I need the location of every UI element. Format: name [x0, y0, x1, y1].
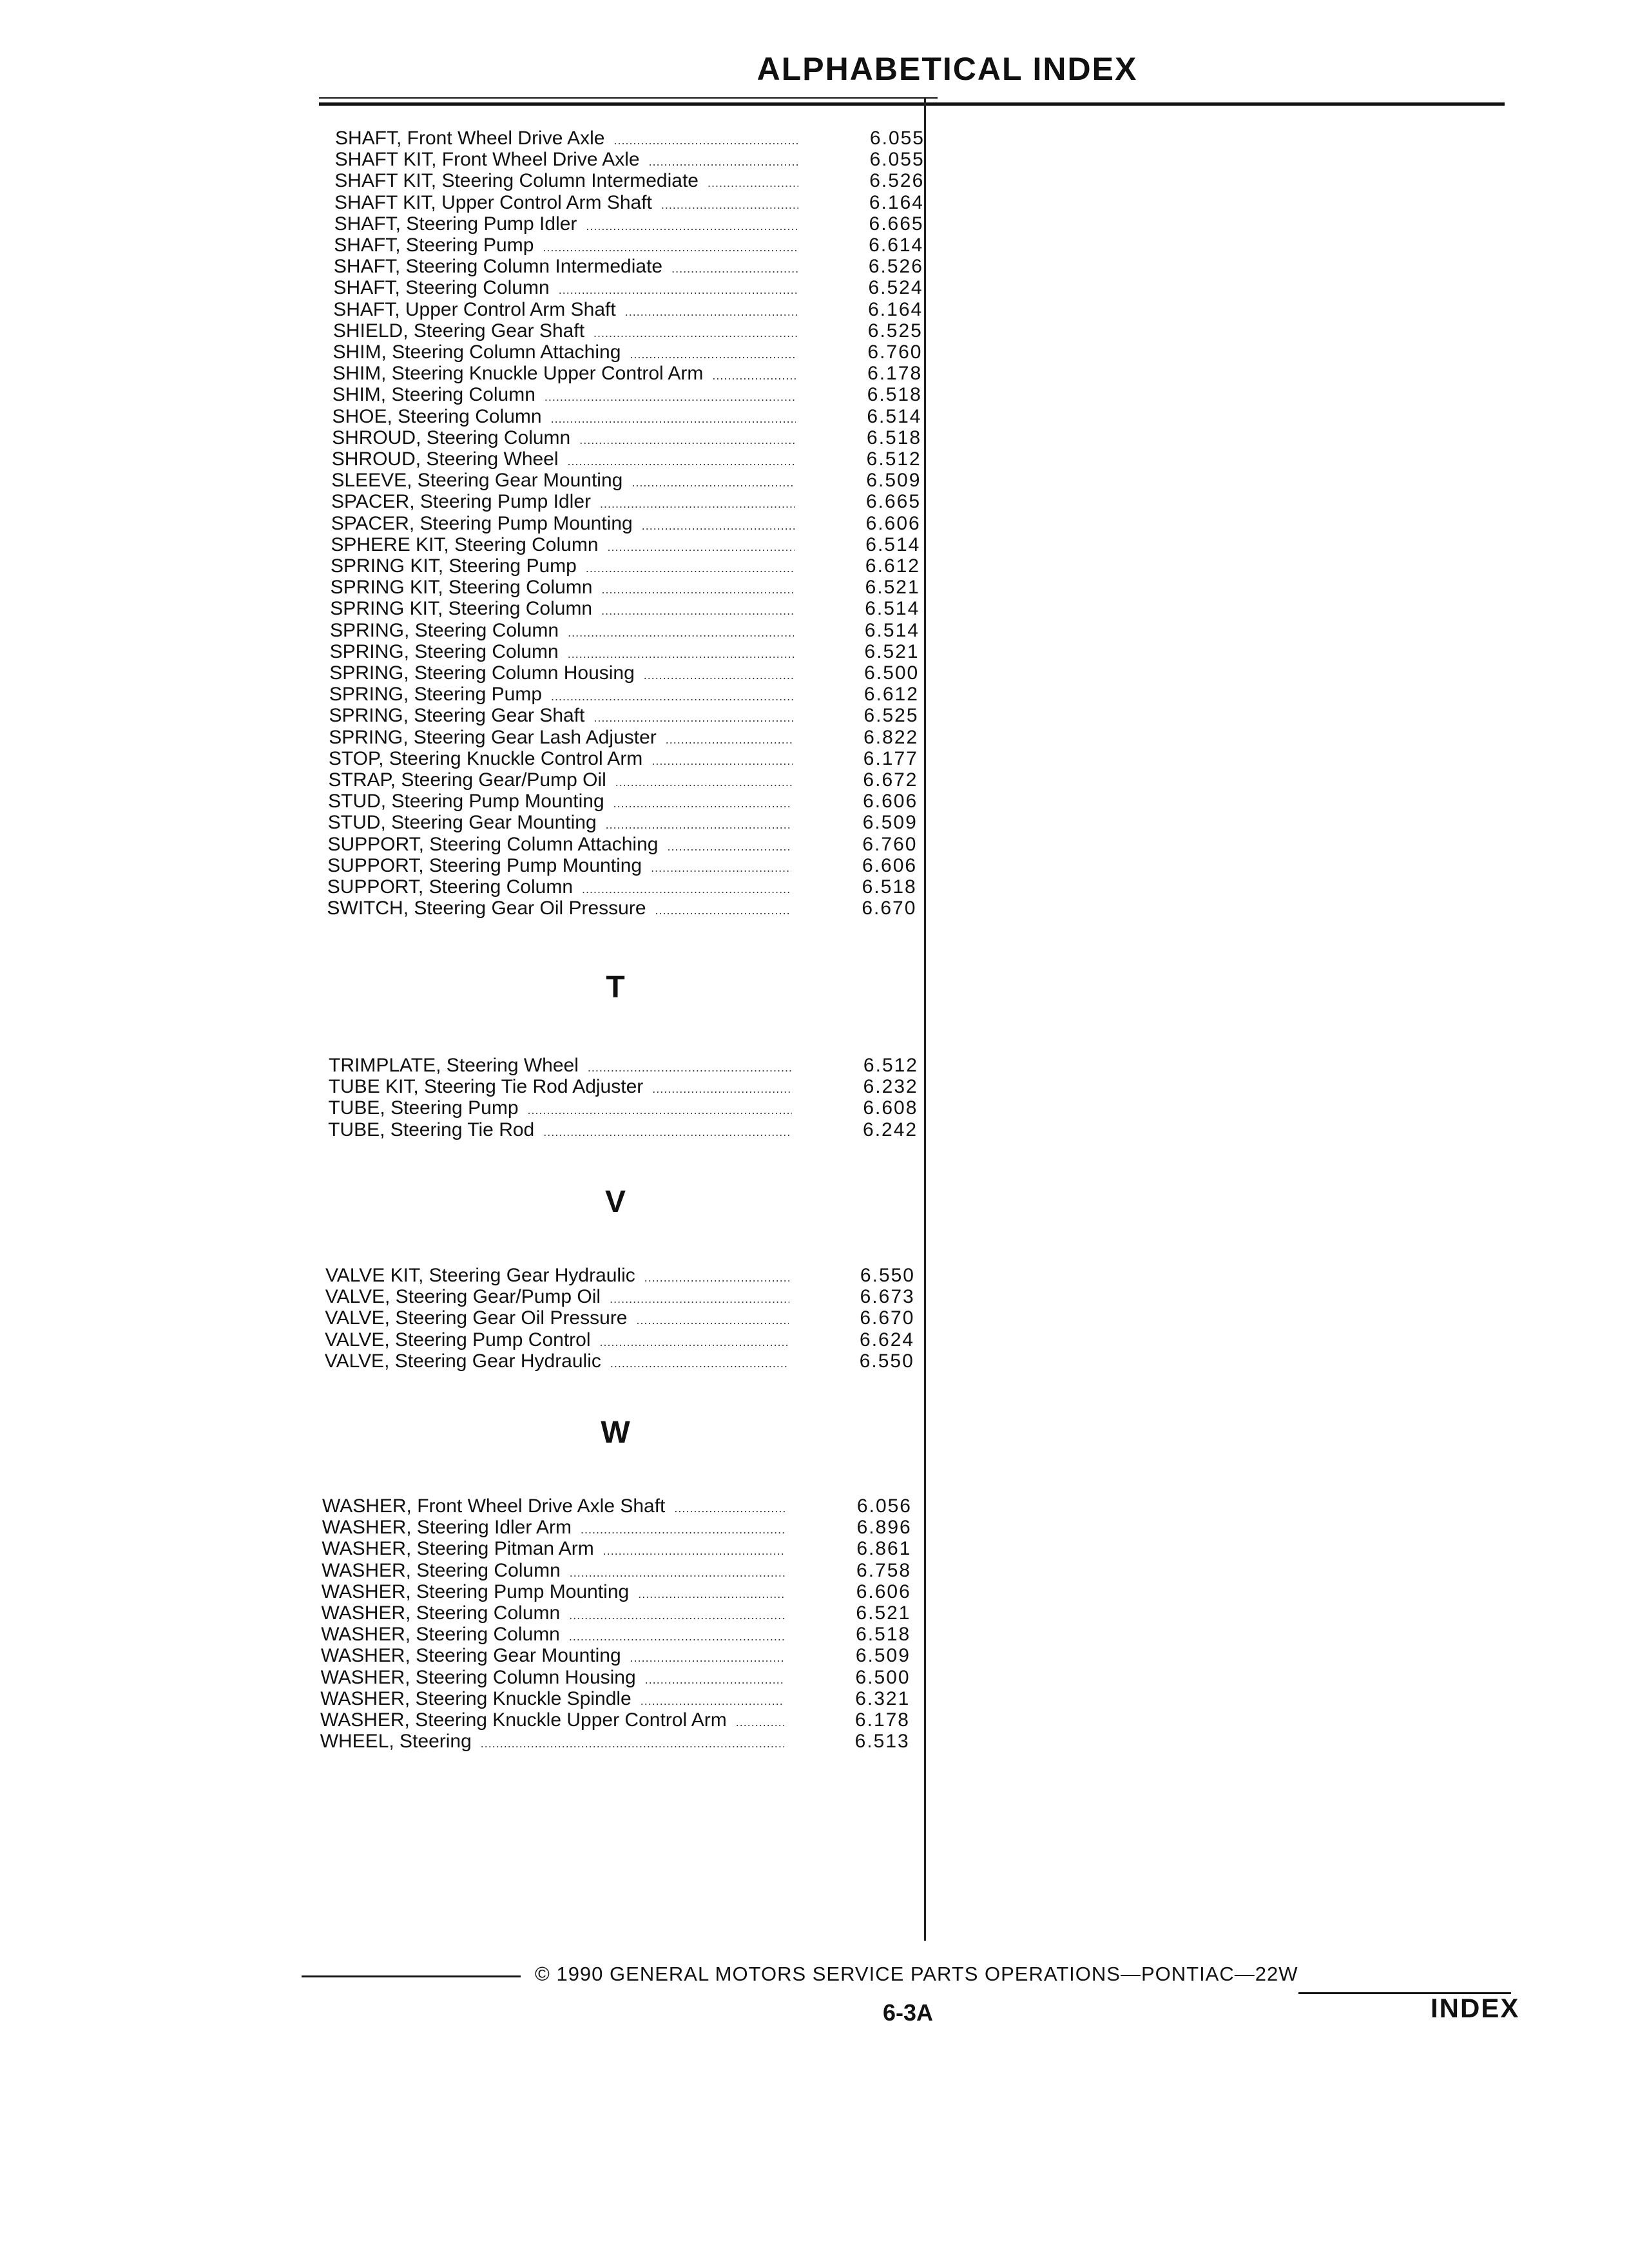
- entry-label: [328, 1119, 792, 1143]
- entry-label: [320, 1731, 784, 1754]
- entry-label: [333, 384, 796, 408]
- entry-page: 6.518: [856, 1624, 911, 1646]
- entry-page: 6.526: [869, 170, 925, 192]
- entry-label-text: SHAFT KIT, Upper Control Arm Shaft: [334, 192, 657, 213]
- entry-label-text: VALVE, Steering Gear/Pump Oil: [325, 1286, 606, 1307]
- entry-label: [331, 555, 795, 579]
- entry-label-text: SHAFT, Steering Column: [334, 277, 555, 298]
- entry-label: [322, 1495, 786, 1519]
- entry-label-text: SPRING, Steering Gear Shaft: [329, 705, 590, 726]
- entry-label-text: VALVE, Steering Pump Control: [325, 1329, 595, 1350]
- entry-page: 6.509: [866, 470, 921, 492]
- entry-page: 6.509: [862, 812, 918, 834]
- entry-label: [329, 727, 793, 751]
- entry-page: 6.525: [863, 705, 919, 727]
- entry-label-text: SHROUD, Steering Wheel: [332, 448, 564, 470]
- entry-label: [325, 1350, 789, 1374]
- entry-label: [325, 1265, 789, 1289]
- entry-label-text: WASHER, Steering Idler Arm: [322, 1517, 577, 1538]
- entry-label-text: SHAFT, Steering Pump Idler: [334, 213, 583, 235]
- entry-page: 6.672: [863, 769, 918, 791]
- entry-page: 6.513: [854, 1731, 910, 1753]
- entry-page: 6.056: [856, 1495, 912, 1517]
- entry-label: [322, 1581, 786, 1605]
- entry-label-text: SHIM, Steering Column Attaching: [333, 341, 626, 363]
- entry-label-text: STRAP, Steering Gear/Pump Oil: [329, 769, 612, 791]
- entry-label-text: VALVE, Steering Gear Hydraulic: [325, 1350, 606, 1372]
- entry-label: [334, 170, 798, 194]
- entry-label-text: SUPPORT, Steering Pump Mounting: [327, 855, 647, 876]
- entry-label-text: SHAFT, Steering Column Intermediate: [334, 256, 668, 277]
- entry-label-text: SPRING, Steering Column: [330, 620, 564, 641]
- entry-label-text: TUBE KIT, Steering Tie Rod Adjuster: [329, 1076, 649, 1097]
- header-rule-thin: [319, 97, 938, 99]
- entry-label-text: VALVE KIT, Steering Gear Hydraulic: [325, 1265, 641, 1286]
- entry-page: 6.514: [865, 533, 921, 555]
- entry-page: 6.518: [867, 427, 922, 448]
- entry-page: 6.606: [856, 1581, 911, 1602]
- entry-page: 6.525: [867, 320, 923, 341]
- entry-label-text: SPACER, Steering Pump Mounting: [331, 513, 638, 534]
- entry-page: 6.606: [865, 512, 921, 534]
- entry-page: 6.550: [860, 1265, 915, 1286]
- entry-label: [333, 299, 797, 323]
- section-letter-t: T: [606, 970, 625, 1004]
- entry-page: 6.055: [869, 149, 925, 171]
- entry-label: [322, 1538, 786, 1562]
- entry-page: 6.624: [860, 1329, 915, 1350]
- entry-label: [329, 705, 793, 729]
- entry-label: [334, 256, 798, 280]
- entry-label: [325, 1307, 789, 1331]
- entry-label-text: SLEEVE, Steering Gear Mounting: [331, 470, 628, 491]
- entry-page: 6.670: [862, 898, 917, 919]
- entry-page: 6.665: [869, 213, 924, 235]
- entry-page: 6.526: [868, 256, 923, 278]
- entry-label: [329, 748, 793, 772]
- entry-label: [327, 834, 791, 858]
- entry-label-text: STUD, Steering Pump Mounting: [328, 791, 610, 812]
- entry-page: 6.758: [856, 1559, 912, 1581]
- entry-label-text: WASHER, Steering Knuckle Spindle: [320, 1688, 636, 1709]
- entry-label: [321, 1624, 785, 1648]
- entry-page: 6.606: [862, 854, 918, 876]
- entry-label-text: STOP, Steering Knuckle Control Arm: [329, 748, 648, 769]
- entry-label: [327, 898, 791, 921]
- entry-page: 6.521: [864, 640, 920, 662]
- entry-page: 6.670: [860, 1307, 915, 1329]
- section-letter-v: V: [604, 1185, 626, 1219]
- entry-page: 6.518: [867, 384, 922, 406]
- entry-page: 6.509: [855, 1645, 911, 1667]
- entry-label: [332, 406, 796, 430]
- entry-label: [333, 320, 797, 344]
- entry-page: 6.055: [869, 128, 925, 149]
- entry-label: [331, 577, 795, 601]
- entry-label-text: SPRING KIT, Steering Pump: [331, 555, 582, 577]
- entry-label-text: SHIM, Steering Column: [333, 384, 541, 405]
- entry-label: [328, 791, 792, 814]
- entry-label-text: SPACER, Steering Pump Idler: [331, 491, 596, 512]
- column-divider: [924, 98, 926, 1941]
- entry-label: [330, 641, 794, 665]
- entry-label-text: SPRING KIT, Steering Column: [330, 598, 597, 619]
- entry-label-text: SHOE, Steering Column: [332, 406, 546, 427]
- entry-label: [332, 448, 796, 472]
- entry-page: 6.760: [862, 833, 918, 855]
- entry-label: [327, 855, 791, 879]
- entry-label: [334, 213, 798, 237]
- entry-label-text: SHAFT, Steering Pump: [334, 235, 539, 256]
- entry-label-text: SHAFT, Front Wheel Drive Axle: [335, 128, 610, 149]
- entry-label-text: WASHER, Steering Gear Mounting: [321, 1645, 626, 1666]
- entry-label: [327, 876, 791, 900]
- entry-label: [331, 491, 795, 515]
- entry-label: [322, 1602, 786, 1626]
- entry-label: [321, 1645, 785, 1669]
- section-letter-w: W: [601, 1416, 630, 1450]
- entry-label: [329, 1055, 793, 1079]
- entry-page: 6.524: [868, 277, 923, 299]
- entry-page: 6.518: [862, 876, 917, 898]
- header-rule: [319, 102, 1505, 106]
- entry-label: [322, 1560, 786, 1584]
- entry-page: 6.861: [856, 1538, 912, 1560]
- entry-label: [334, 192, 798, 216]
- entry-label-text: SPRING KIT, Steering Column: [331, 577, 598, 598]
- entry-page: 6.512: [863, 1055, 918, 1076]
- entry-label: [334, 235, 798, 258]
- entry-label-text: SHAFT, Upper Control Arm Shaft: [333, 299, 621, 320]
- entry-label: [329, 684, 793, 707]
- entry-label: [333, 341, 797, 365]
- entry-page: 6.521: [856, 1602, 911, 1624]
- entry-label-text: WASHER, Steering Column: [322, 1602, 566, 1624]
- entry-page: 6.822: [863, 726, 919, 748]
- entry-label: [325, 1286, 789, 1310]
- entry-label: [333, 363, 796, 387]
- entry-page: 6.178: [867, 363, 923, 385]
- entry-label-text: WASHER, Steering Column: [322, 1560, 566, 1581]
- entry-label: [330, 620, 794, 644]
- entry-label-text: SPRING, Steering Pump: [329, 684, 547, 705]
- entry-label: [335, 149, 799, 173]
- entry-label: [334, 277, 798, 301]
- entry-label-text: WASHER, Steering Pitman Arm: [322, 1538, 599, 1559]
- entry-label-text: SHIM, Steering Knuckle Upper Control Arm: [333, 363, 708, 384]
- entry-page: 6.550: [859, 1350, 914, 1372]
- entry-label-text: WASHER, Front Wheel Drive Axle Shaft: [322, 1495, 670, 1517]
- entry-label: [332, 427, 796, 451]
- entry-page: 6.614: [869, 235, 924, 256]
- entry-label: [320, 1688, 784, 1712]
- entry-page: 6.232: [863, 1076, 918, 1098]
- entry-page: 6.500: [855, 1666, 911, 1688]
- entry-label-text: WASHER, Steering Pump Mounting: [322, 1581, 634, 1602]
- entry-page: 6.514: [867, 405, 922, 427]
- entry-page: 6.606: [863, 791, 918, 812]
- entry-label-text: WASHER, Steering Column: [321, 1624, 565, 1645]
- entry-page: 6.164: [869, 191, 924, 213]
- entry-page: 6.500: [864, 662, 920, 684]
- entry-label-text: VALVE, Steering Gear Oil Pressure: [325, 1307, 632, 1329]
- entry-label-text: SPHERE KIT, Steering Column: [331, 534, 603, 555]
- entry-page: 6.514: [864, 619, 920, 641]
- entry-label: [328, 1097, 792, 1121]
- entry-label-text: WHEEL, Steering: [320, 1731, 477, 1752]
- entry-label-text: TUBE, Steering Tie Rod: [328, 1119, 539, 1140]
- entry-label: [321, 1667, 785, 1691]
- page-title: ALPHABETICAL INDEX: [757, 51, 1138, 87]
- entry-page: 6.612: [865, 555, 920, 577]
- entry-label: [331, 470, 795, 494]
- entry-label-text: SUPPORT, Steering Column: [327, 876, 578, 898]
- footer-copyright: © 1990 GENERAL MOTORS SERVICE PARTS OPERATIONS—PONTIAC—22W: [535, 1963, 1298, 1985]
- entry-label: [329, 662, 793, 686]
- entry-label: [325, 1329, 789, 1353]
- entry-label: [331, 534, 795, 558]
- footer-rule-left: [302, 1975, 521, 1977]
- entry-page: 6.521: [865, 577, 920, 599]
- entry-label-text: SUPPORT, Steering Column Attaching: [327, 834, 663, 855]
- entry-label-text: SPRING, Steering Gear Lash Adjuster: [329, 727, 662, 748]
- entry-label: [322, 1517, 786, 1541]
- entry-label: [329, 1076, 793, 1100]
- entry-page: 6.178: [854, 1709, 910, 1731]
- entry-page: 6.242: [863, 1119, 918, 1140]
- entry-page: 6.896: [856, 1517, 912, 1539]
- entry-label: [320, 1709, 784, 1733]
- entry-label: [335, 128, 799, 151]
- entry-label: [329, 769, 793, 793]
- entry-page: 6.514: [865, 598, 920, 620]
- entry-label-text: WASHER, Steering Knuckle Upper Control Arm: [320, 1709, 732, 1731]
- footer-section-label: INDEX: [1431, 1993, 1520, 2023]
- entry-label-text: SHROUD, Steering Column: [332, 427, 575, 448]
- entry-label-text: SHAFT KIT, Front Wheel Drive Axle: [335, 149, 645, 170]
- entry-label-text: SHAFT KIT, Steering Column Intermediate: [334, 170, 704, 191]
- entry-page: 6.760: [867, 341, 923, 363]
- entry-page: 6.321: [855, 1687, 911, 1709]
- entry-label-text: WASHER, Steering Column Housing: [321, 1667, 641, 1688]
- entry-label-text: SPRING, Steering Column: [330, 641, 564, 662]
- entry-label-text: SWITCH, Steering Gear Oil Pressure: [327, 898, 651, 919]
- entry-label: [330, 598, 794, 622]
- entry-page: 6.612: [863, 684, 919, 706]
- entry-label-text: STUD, Steering Gear Mounting: [328, 812, 602, 833]
- footer-page-number: 6-3A: [883, 1999, 934, 2026]
- entry-page: 6.177: [863, 747, 918, 769]
- entry-label: [328, 812, 792, 836]
- entry-label-text: SHIELD, Steering Gear Shaft: [333, 320, 590, 341]
- entry-page: 6.665: [865, 491, 921, 513]
- entry-page: 6.164: [868, 298, 923, 320]
- entry-label-text: TRIMPLATE, Steering Wheel: [329, 1055, 584, 1076]
- entry-page: 6.608: [863, 1097, 918, 1119]
- entry-label-text: TUBE, Steering Pump: [328, 1097, 523, 1119]
- entry-label: [331, 513, 795, 537]
- entry-label-text: SPRING, Steering Column Housing: [329, 662, 640, 684]
- entry-page: 6.512: [866, 448, 921, 470]
- entry-page: 6.673: [860, 1286, 915, 1308]
